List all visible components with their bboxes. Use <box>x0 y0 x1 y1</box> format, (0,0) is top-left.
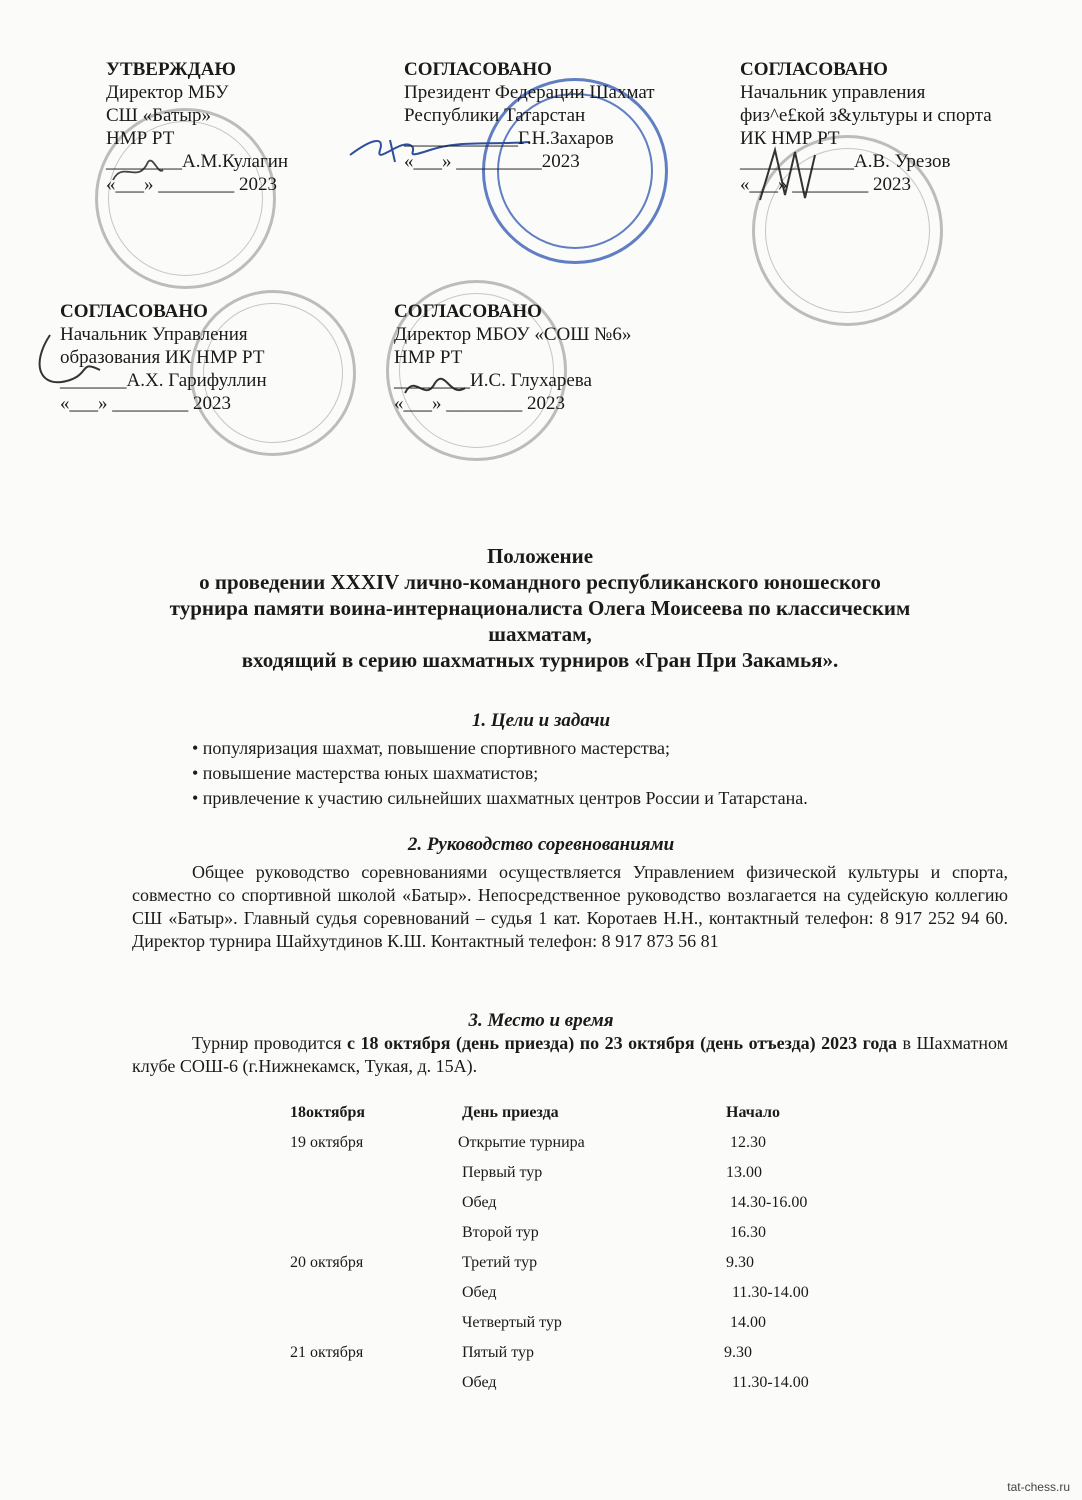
schedule-cell-time: 11.30-14.00 <box>732 1374 809 1391</box>
schedule-cell-time: 16.30 <box>730 1224 766 1241</box>
approval-line: Президент Федерации Шахмат <box>404 82 655 103</box>
schedule-cell-time: 11.30-14.00 <box>732 1284 809 1301</box>
title-line: Положение <box>486 544 594 568</box>
approval-heading: СОГЛАСОВАНО <box>394 301 542 322</box>
title-line: о проведении XXXIV лично-командного республиканского юношеского <box>199 570 881 594</box>
schedule-cell-date: 21 октября <box>290 1344 364 1361</box>
schedule-row <box>290 1164 890 1194</box>
title-line: шахматам, <box>488 622 592 646</box>
approval-heading: СОГЛАСОВАНО <box>740 59 888 80</box>
goal-bullet: • повышение мастерства юных шахматистов; <box>192 763 539 783</box>
place-time-location: в Шахматном клубе СОШ-6 (г.Нижнекамск, Тукая, д. 15А). <box>132 1033 1008 1076</box>
schedule-cell-event: Первый тур <box>462 1164 543 1181</box>
section-heading-place-time: 3. Место и время <box>468 1010 614 1031</box>
schedule-header-row <box>290 1104 890 1134</box>
schedule-cell-time: 9.30 <box>726 1254 754 1271</box>
section-heading-management: 2. Руководство соревнованиями <box>407 834 675 855</box>
approval-line: образования ИК НМР РТ <box>60 347 265 368</box>
schedule-row <box>290 1194 890 1224</box>
place-time-dates: с 18 октября (день приезда) по 23 октября (день отъезда) 2023 года <box>347 1033 897 1053</box>
approval-line: «___» ________ 2023 <box>106 174 277 195</box>
schedule-cell-time: 14.00 <box>730 1314 766 1331</box>
approval-block-education-department <box>60 300 267 415</box>
title-line: входящий в серию шахматных турниров «Гран При Закамья». <box>241 648 839 672</box>
approval-line: Начальник управления <box>740 82 926 103</box>
site-watermark: tat-chess.ru <box>1007 1480 1070 1494</box>
place-time-text: Турнир проводится <box>192 1033 348 1053</box>
approval-line: НМР РТ <box>106 128 175 149</box>
approval-line: «___» _________2023 <box>404 151 580 172</box>
approval-line: Республики Татарстан <box>404 105 586 126</box>
approval-heading: СОГЛАСОВАНО <box>404 59 552 80</box>
schedule-row <box>290 1224 890 1254</box>
schedule-cell-time: 9.30 <box>724 1344 752 1361</box>
schedule-row <box>290 1314 890 1344</box>
document-title <box>100 543 980 673</box>
section-heading-goals: 1. Цели и задачи <box>471 710 611 731</box>
schedule-cell-time: 13.00 <box>726 1164 762 1181</box>
schedule-row <box>290 1134 890 1164</box>
approval-block-director-batyr <box>106 58 288 196</box>
goal-bullet: • популяризация шахмат, повышение спортивного мастерства; <box>192 738 670 758</box>
approval-line: ИК НМР РТ <box>740 128 840 149</box>
schedule-cell-event: Обед <box>462 1194 497 1211</box>
schedule-cell-event: День приезда <box>462 1104 559 1121</box>
approval-line: ________И.С. Глухарева <box>394 370 592 391</box>
schedule-cell-time: 14.30-16.00 <box>730 1194 808 1211</box>
approval-line: Директор МБУ <box>106 82 229 103</box>
place-time-paragraph <box>132 1032 1008 1078</box>
schedule-cell-event: Третий тур <box>462 1254 538 1271</box>
approval-line: Директор МБОУ «СОШ №6» <box>394 324 632 345</box>
approval-line: _______А.Х. Гарифуллин <box>60 370 267 391</box>
approval-line: ____________А.В. Урезов <box>740 151 951 172</box>
approval-heading: УТВЕРЖДАЮ <box>106 59 236 80</box>
schedule-row <box>290 1344 890 1374</box>
approval-line: «___» ________ 2023 <box>394 393 565 414</box>
schedule-cell-event: Второй тур <box>462 1224 539 1241</box>
schedule-row <box>290 1254 890 1284</box>
approval-line: ________А.М.Кулагин <box>106 151 289 172</box>
approval-line: НМР РТ <box>394 347 463 368</box>
schedule-cell-date: 20 октября <box>290 1254 364 1271</box>
schedule-row <box>290 1284 890 1314</box>
approval-line: Начальник Управления <box>60 324 248 345</box>
goal-bullet: • привлечение к участию сильнейших шахматных центров России и Татарстана. <box>192 788 808 808</box>
approval-block-chess-federation <box>404 58 655 173</box>
approval-line: физ^е£кой з&ультуры и спорта <box>740 105 992 126</box>
schedule-cell-date: 19 октября <box>290 1134 364 1151</box>
schedule-cell-time: Начало <box>726 1104 780 1121</box>
approval-heading: СОГЛАСОВАНО <box>60 301 208 322</box>
schedule-cell-event: Обед <box>462 1374 497 1391</box>
approval-block-sport-department <box>740 58 992 196</box>
schedule-cell-event: Четвертый тур <box>462 1314 562 1331</box>
title-line: турнира памяти воина-интернационалиста Олега Моисеева по классическим <box>169 596 911 620</box>
schedule-row <box>290 1374 890 1404</box>
approval-line: ____________Г.Н.Захаров <box>404 128 614 149</box>
management-paragraph: Общее руководство соревнованиями осуществляется Управлением физической культуры и спорта, совместно со спортивной школой «Батыр». Непосредственное руководство возлагается на судейскую коллегию СШ «Батыр». Главный судья соревнований – судья 1 кат. Коротаев Н.Н., контактный телефон: 8 917 252 94 60. Директор турнира Шайхутдинов К.Ш. Контактный телефон: 8 917 873 56 81 <box>132 862 1008 951</box>
schedule-cell-event: Обед <box>462 1284 497 1301</box>
approval-line: «___» ________ 2023 <box>740 174 911 195</box>
schedule-cell-date: 18октября <box>290 1104 366 1121</box>
schedule-cell-event: Пятый тур <box>462 1344 534 1361</box>
approval-block-school-6 <box>394 300 631 415</box>
schedule-cell-event: Открытие турнира <box>458 1134 585 1151</box>
schedule-cell-time: 12.30 <box>730 1134 766 1151</box>
approval-line: СШ «Батыр» <box>106 105 212 126</box>
approval-line: «___» ________ 2023 <box>60 393 231 414</box>
